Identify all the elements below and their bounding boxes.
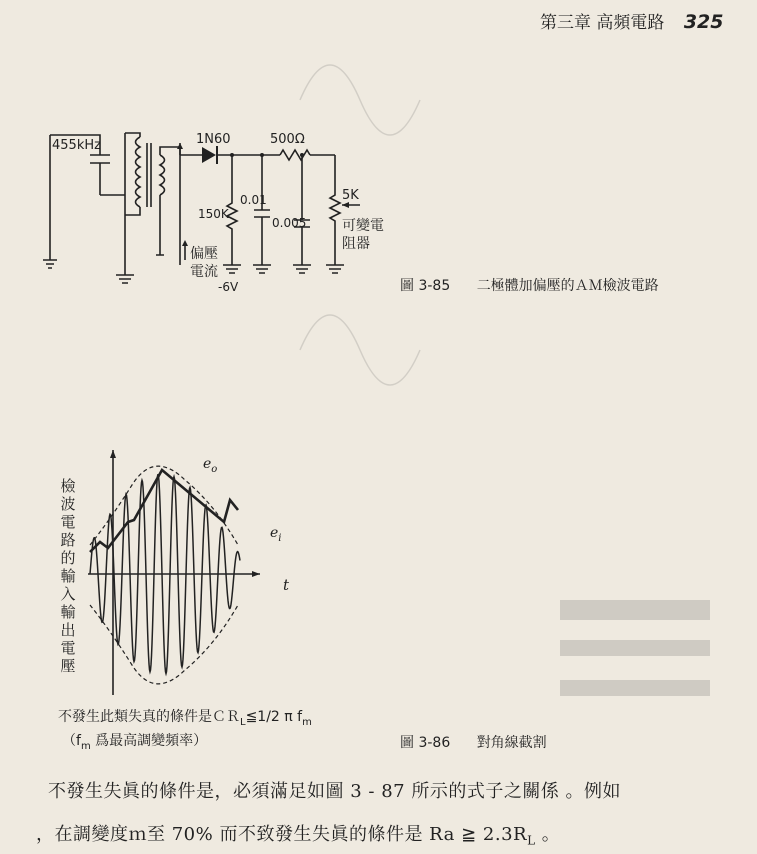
body-text-line-2: ，在調變度ｍ至 70% 而不致發生失眞的條件是 Ra ≧ $2.3R_L$ 。 (36, 824, 561, 848)
label-eo: $e_o$ (203, 456, 218, 475)
label-150k: 150K (198, 207, 229, 221)
label-variable-resistor-1: 可變電 (342, 218, 384, 234)
caption-number: 圖 3-86 (400, 735, 451, 751)
label-neg-6v: -6V (218, 280, 239, 294)
label-t: t (283, 576, 290, 594)
body-text-line-1: 不發生失眞的條件是，必須滿足如圖 3 - 87 所示的式子之關係 。例如 (48, 781, 622, 802)
label-cap-0005: 0.005 (272, 216, 307, 230)
page-number: 325 (683, 11, 724, 33)
label-variable-resistor-2: 阻器 (342, 236, 370, 252)
label-cap-001: 0.01 (240, 193, 267, 207)
figure-3-85-caption (400, 275, 659, 295)
caption-text: 二極體加偏壓的ＡＭ檢波電路 (476, 278, 659, 294)
figure-3-86-condition-2: （$f_m$ 爲最高調變頻率） (62, 733, 208, 752)
figure-3-86-y-label: 檢波電路的輸入輸出電壓 (60, 477, 76, 675)
figure-3-86-waveform (80, 450, 320, 700)
chapter-title: 第三章 高頻電路 (540, 13, 665, 33)
label-bias-1: 偏壓 (190, 246, 218, 262)
label-1n60: 1N60 (196, 132, 231, 147)
figure-3-86-condition-1: 不發生此類失真的條件是ＣＲ$_L$≦1/2 π $f_m$ (58, 709, 312, 728)
caption-text: 對角線截割 (476, 735, 547, 751)
caption-number: 圖 3-85 (400, 278, 451, 294)
label-ei: $e_i$ (270, 525, 282, 544)
figure-3-86-caption (400, 732, 547, 752)
label-bias-2: 電流 (190, 264, 218, 280)
label-500ohm: 500Ω (270, 132, 305, 147)
label-5k: 5K (342, 188, 359, 203)
running-header (540, 8, 723, 33)
label-455khz: 455kHz (52, 138, 101, 153)
